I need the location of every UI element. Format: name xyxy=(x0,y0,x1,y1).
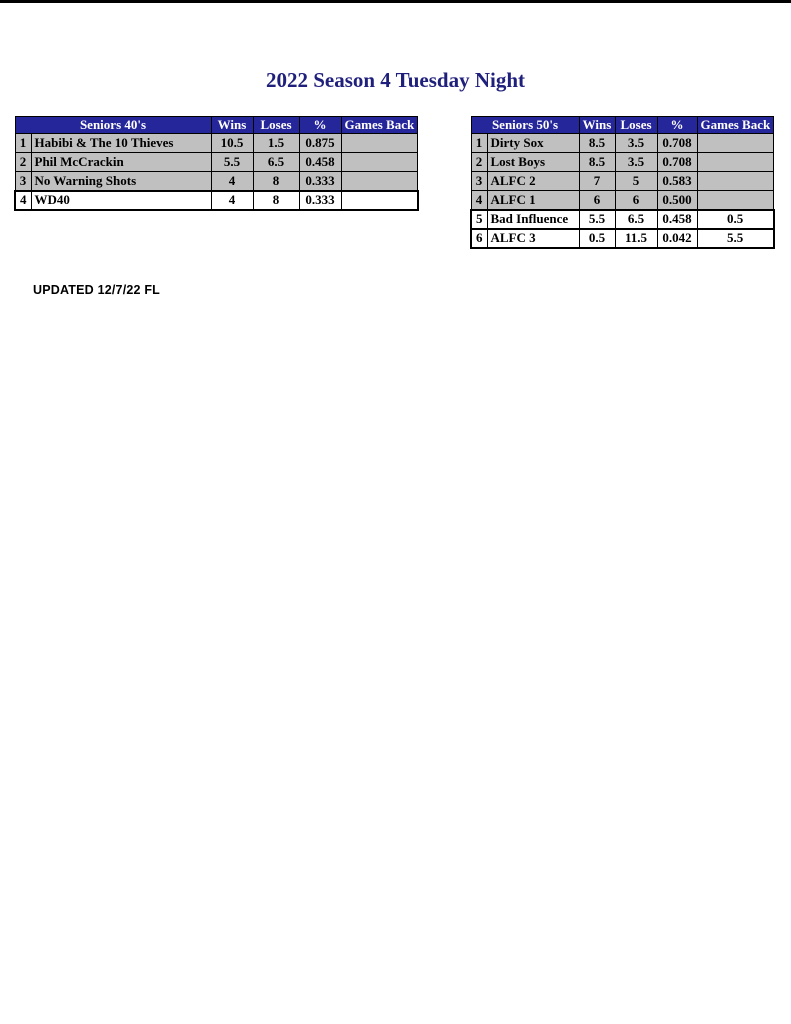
team-cell: Bad Influence xyxy=(487,210,579,229)
table-row xyxy=(471,191,774,210)
rank-cell: 2 xyxy=(471,153,487,172)
rank-cell: 5 xyxy=(471,210,487,229)
table-row xyxy=(15,191,418,210)
loses-cell: 5 xyxy=(615,172,657,191)
team-cell: WD40 xyxy=(31,191,211,210)
wins-cell: 7 xyxy=(579,172,615,191)
column-header-wins: Wins xyxy=(579,117,615,134)
table-row xyxy=(471,229,774,248)
column-header-games-back: Games Back xyxy=(697,117,774,134)
table-row xyxy=(15,172,418,191)
pct-cell: 0.458 xyxy=(299,153,341,172)
pct-cell: 0.458 xyxy=(657,210,697,229)
seniors-50s-table xyxy=(470,116,775,249)
column-header-wins: Wins xyxy=(211,117,253,134)
loses-cell: 3.5 xyxy=(615,134,657,153)
table-row xyxy=(471,210,774,229)
pct-cell: 0.583 xyxy=(657,172,697,191)
rank-cell: 1 xyxy=(471,134,487,153)
column-header-games-back: Games Back xyxy=(341,117,418,134)
column-header-pct: % xyxy=(299,117,341,134)
games-back-cell xyxy=(697,191,774,210)
wins-cell: 10.5 xyxy=(211,134,253,153)
wins-cell: 5.5 xyxy=(211,153,253,172)
table-name-header: Seniors 40's xyxy=(15,117,211,134)
loses-cell: 8 xyxy=(253,172,299,191)
wins-cell: 4 xyxy=(211,172,253,191)
team-cell: Dirty Sox xyxy=(487,134,579,153)
table-row xyxy=(471,153,774,172)
team-cell: Habibi & The 10 Thieves xyxy=(31,134,211,153)
table-name-header: Seniors 50's xyxy=(471,117,579,134)
team-cell: ALFC 1 xyxy=(487,191,579,210)
pct-cell: 0.500 xyxy=(657,191,697,210)
games-back-cell: 0.5 xyxy=(697,210,774,229)
games-back-cell xyxy=(341,134,418,153)
games-back-cell xyxy=(341,153,418,172)
rank-cell: 3 xyxy=(471,172,487,191)
loses-cell: 6.5 xyxy=(615,210,657,229)
loses-cell: 6 xyxy=(615,191,657,210)
table-row xyxy=(15,134,418,153)
column-header-loses: Loses xyxy=(615,117,657,134)
table-header-row xyxy=(471,117,774,134)
loses-cell: 1.5 xyxy=(253,134,299,153)
games-back-cell: 5.5 xyxy=(697,229,774,248)
pct-cell: 0.875 xyxy=(299,134,341,153)
column-header-loses: Loses xyxy=(253,117,299,134)
team-cell: ALFC 2 xyxy=(487,172,579,191)
table-row xyxy=(471,172,774,191)
updated-note: UPDATED 12/7/22 FL xyxy=(33,283,161,297)
rank-cell: 2 xyxy=(15,153,31,172)
wins-cell: 6 xyxy=(579,191,615,210)
pct-cell: 0.333 xyxy=(299,172,341,191)
rank-cell: 4 xyxy=(15,191,31,210)
page-top-border xyxy=(0,0,791,3)
page-title: 2022 Season 4 Tuesday Night xyxy=(265,68,526,92)
loses-cell: 8 xyxy=(253,191,299,210)
team-cell: Lost Boys xyxy=(487,153,579,172)
rank-cell: 4 xyxy=(471,191,487,210)
team-cell: No Warning Shots xyxy=(31,172,211,191)
games-back-cell xyxy=(341,191,418,210)
pct-cell: 0.708 xyxy=(657,153,697,172)
loses-cell: 6.5 xyxy=(253,153,299,172)
games-back-cell xyxy=(697,153,774,172)
wins-cell: 8.5 xyxy=(579,134,615,153)
wins-cell: 4 xyxy=(211,191,253,210)
loses-cell: 3.5 xyxy=(615,153,657,172)
games-back-cell xyxy=(697,172,774,191)
column-header-pct: % xyxy=(657,117,697,134)
pct-cell: 0.708 xyxy=(657,134,697,153)
rank-cell: 3 xyxy=(15,172,31,191)
team-cell: Phil McCrackin xyxy=(31,153,211,172)
rank-cell: 1 xyxy=(15,134,31,153)
wins-cell: 8.5 xyxy=(579,153,615,172)
pct-cell: 0.333 xyxy=(299,191,341,210)
team-cell: ALFC 3 xyxy=(487,229,579,248)
games-back-cell xyxy=(697,134,774,153)
table-row xyxy=(15,153,418,172)
wins-cell: 0.5 xyxy=(579,229,615,248)
seniors-40s-table xyxy=(14,116,419,211)
pct-cell: 0.042 xyxy=(657,229,697,248)
table-row xyxy=(471,134,774,153)
games-back-cell xyxy=(341,172,418,191)
rank-cell: 6 xyxy=(471,229,487,248)
table-header-row xyxy=(15,117,418,134)
loses-cell: 11.5 xyxy=(615,229,657,248)
wins-cell: 5.5 xyxy=(579,210,615,229)
